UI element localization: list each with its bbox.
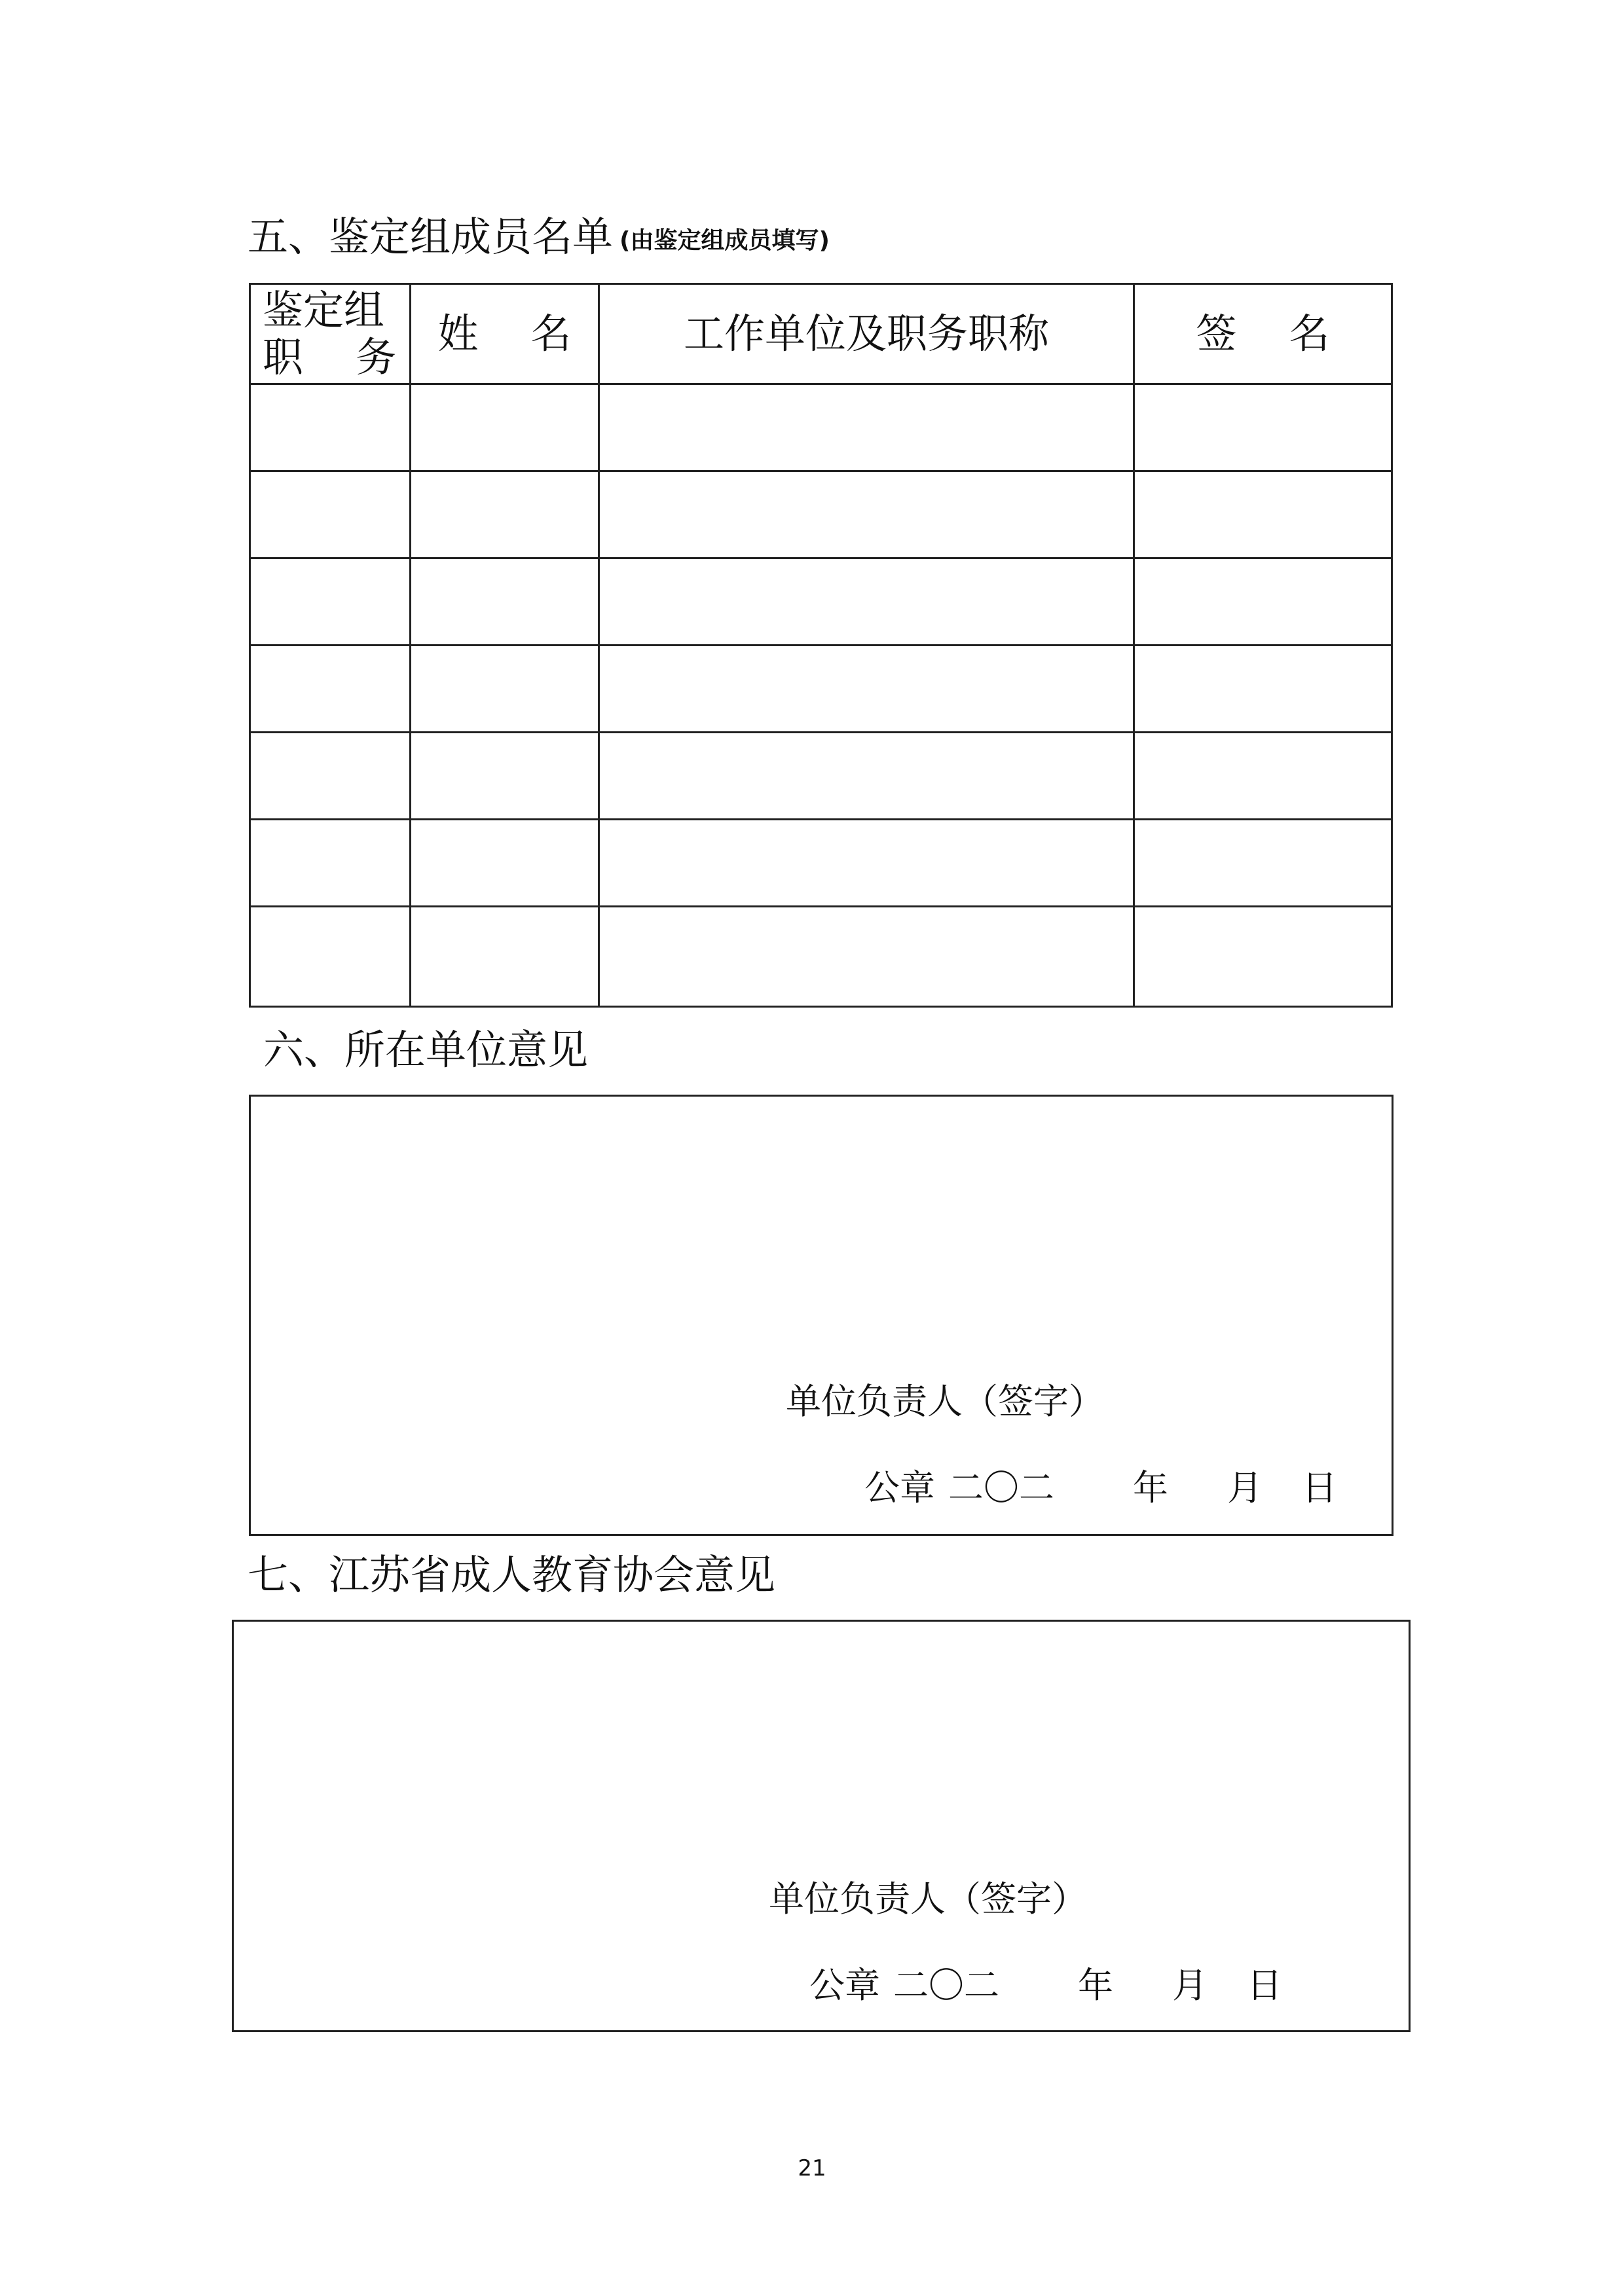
signature-cell[interactable]: [1134, 820, 1392, 907]
header-name: 姓 名: [411, 284, 599, 384]
unit-cell[interactable]: [599, 471, 1134, 558]
table-row: [250, 471, 1392, 558]
year-prefix: 二〇二: [948, 1467, 1054, 1508]
name-cell[interactable]: [411, 384, 599, 471]
header-unit: 工作单位及职务职称: [599, 284, 1134, 384]
name-cell[interactable]: [411, 558, 599, 646]
table-row: [250, 646, 1392, 733]
signature-cell[interactable]: [1134, 558, 1392, 646]
name-cell[interactable]: [411, 907, 599, 1007]
unit-cell[interactable]: [599, 558, 1134, 646]
seal-label: 公章: [809, 1965, 880, 2006]
section-6-title: 六、所在单位意见: [263, 1026, 589, 1074]
name-cell[interactable]: [411, 820, 599, 907]
table-row: [250, 384, 1392, 471]
unit-signer-label: 单位负责人（签字）: [786, 1381, 1104, 1422]
unit-cell[interactable]: [599, 820, 1134, 907]
section-5-title: 五、鉴定组成员名单: [248, 213, 614, 261]
role-cell[interactable]: [250, 384, 411, 471]
header-role-line2a: 职: [263, 333, 304, 381]
role-cell[interactable]: [250, 820, 411, 907]
association-signer-label: 单位负责人（签字）: [769, 1878, 1087, 1920]
role-cell[interactable]: [250, 646, 411, 733]
section-7-title: 七、江苏省成人教育协会意见: [248, 1551, 776, 1599]
signature-cell[interactable]: [1134, 384, 1392, 471]
table-row: [250, 558, 1392, 646]
members-table: [249, 283, 1393, 1008]
month-label: 月: [1172, 1965, 1208, 2006]
name-cell[interactable]: [411, 471, 599, 558]
signature-cell[interactable]: [1134, 907, 1392, 1007]
day-label: 日: [1247, 1965, 1282, 2006]
signature-cell[interactable]: [1134, 646, 1392, 733]
unit-cell[interactable]: [599, 733, 1134, 820]
header-role-line1: 鉴定组: [263, 286, 385, 334]
role-cell[interactable]: [250, 471, 411, 558]
members-table-header: [250, 284, 1392, 384]
unit-cell[interactable]: [599, 646, 1134, 733]
page-number: 21: [798, 2155, 826, 2181]
unit-cell[interactable]: [599, 907, 1134, 1007]
header-role-line2b: 务: [356, 333, 397, 381]
month-label: 月: [1227, 1467, 1263, 1508]
table-row: [250, 820, 1392, 907]
association-seal-date-line: [809, 1963, 1282, 2009]
year-label: 年: [1078, 1965, 1113, 2006]
name-cell[interactable]: [411, 733, 599, 820]
role-cell[interactable]: [250, 733, 411, 820]
header-signature: 签 名: [1134, 284, 1392, 384]
signature-cell[interactable]: [1134, 733, 1392, 820]
role-cell[interactable]: [250, 907, 411, 1007]
section-5-heading: [248, 211, 830, 267]
seal-label: 公章: [864, 1467, 935, 1508]
year-label: 年: [1133, 1467, 1168, 1508]
unit-seal-date-line: [864, 1465, 1337, 1511]
table-row: [250, 907, 1392, 1007]
day-label: 日: [1302, 1467, 1337, 1508]
name-cell[interactable]: [411, 646, 599, 733]
role-cell[interactable]: [250, 558, 411, 646]
unit-cell[interactable]: [599, 384, 1134, 471]
year-prefix: 二〇二: [893, 1965, 999, 2006]
section-5-note: (由鉴定组成员填写): [619, 227, 830, 254]
signature-cell[interactable]: [1134, 471, 1392, 558]
table-row: [250, 733, 1392, 820]
header-role: [250, 284, 411, 384]
